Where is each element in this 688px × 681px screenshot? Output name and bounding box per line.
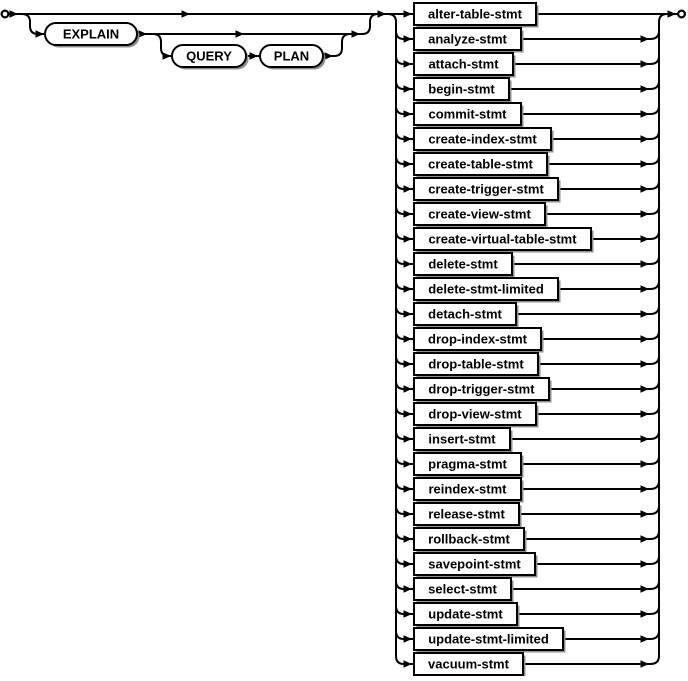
nonterminal-vacuum-stmt[interactable] bbox=[414, 653, 526, 676]
arrow-icon bbox=[641, 460, 650, 468]
nonterminal-insert-stmt[interactable] bbox=[414, 428, 513, 453]
nonterminal-label: vacuum-stmt bbox=[428, 656, 509, 672]
arrow-icon bbox=[404, 185, 413, 193]
arrow-icon bbox=[404, 110, 413, 118]
nonterminal-reindex-stmt[interactable] bbox=[414, 478, 524, 503]
arrow-icon bbox=[641, 585, 650, 593]
arrow-icon bbox=[641, 335, 650, 343]
terminal-explain bbox=[45, 23, 140, 48]
nonterminal-label: begin-stmt bbox=[428, 81, 495, 97]
arrow-icon bbox=[404, 135, 413, 143]
nonterminal-label: release-stmt bbox=[428, 506, 505, 522]
arrow-icon bbox=[641, 635, 650, 643]
nonterminal-rollback-stmt[interactable] bbox=[414, 528, 527, 553]
nonterminal-label: detach-stmt bbox=[428, 306, 502, 322]
arrow-icon bbox=[404, 485, 413, 493]
nonterminal-alter-table-stmt[interactable] bbox=[414, 3, 539, 28]
nonterminal-analyze-stmt[interactable] bbox=[414, 28, 524, 53]
arrow-icon bbox=[404, 610, 413, 618]
arrow-icon bbox=[404, 35, 413, 43]
arrow-icon bbox=[641, 235, 650, 243]
terminal-plan bbox=[260, 45, 326, 70]
arrow-icon bbox=[404, 60, 413, 68]
arrow-icon bbox=[641, 435, 650, 443]
arrow-icon bbox=[250, 52, 259, 60]
terminal-label: QUERY bbox=[186, 48, 232, 64]
arrow-icon bbox=[641, 410, 650, 418]
arrow-icon bbox=[641, 510, 650, 518]
nonterminal-update-stmt-limited[interactable] bbox=[414, 628, 566, 653]
nonterminal-drop-view-stmt[interactable] bbox=[414, 403, 539, 428]
arrow-icon bbox=[404, 585, 413, 593]
terminal-label: PLAN bbox=[273, 48, 310, 64]
arrow-icon bbox=[404, 10, 413, 18]
nonterminal-label: drop-trigger-stmt bbox=[428, 381, 535, 397]
nonterminal-label: savepoint-stmt bbox=[428, 556, 521, 572]
nonterminal-drop-index-stmt[interactable] bbox=[414, 328, 544, 353]
nonterminal-create-table-stmt[interactable] bbox=[414, 153, 550, 178]
arrow-icon bbox=[641, 210, 650, 218]
nonterminal-label: commit-stmt bbox=[428, 106, 507, 122]
arrow-icon bbox=[236, 30, 245, 38]
nonterminal-drop-table-stmt[interactable] bbox=[414, 353, 541, 378]
nonterminal-begin-stmt[interactable] bbox=[414, 78, 512, 103]
nonterminal-label: select-stmt bbox=[428, 581, 497, 597]
nonterminal-delete-stmt-limited[interactable] bbox=[414, 278, 561, 303]
arrow-icon bbox=[641, 285, 650, 293]
nonterminal-label: analyze-stmt bbox=[428, 31, 507, 47]
arrow-icon bbox=[404, 635, 413, 643]
arrow-icon bbox=[641, 35, 650, 43]
arrow-icon bbox=[10, 10, 19, 18]
nonterminal-create-virtual-table-stmt[interactable] bbox=[414, 228, 594, 253]
arrow-icon bbox=[641, 260, 650, 268]
arrow-icon bbox=[163, 52, 172, 60]
arrow-icon bbox=[404, 460, 413, 468]
nonterminal-select-stmt[interactable] bbox=[414, 578, 514, 603]
nonterminal-label: create-table-stmt bbox=[428, 156, 533, 172]
arrow-icon bbox=[641, 110, 650, 118]
nonterminal-label: drop-table-stmt bbox=[428, 356, 524, 372]
nonterminal-label: create-index-stmt bbox=[428, 131, 537, 147]
nonterminal-delete-stmt[interactable] bbox=[414, 253, 515, 278]
arrow-icon bbox=[641, 385, 650, 393]
nonterminal-commit-stmt[interactable] bbox=[414, 103, 524, 128]
arrow-icon bbox=[404, 235, 413, 243]
arrow-icon bbox=[404, 535, 413, 543]
arrow-icon bbox=[404, 310, 413, 318]
nonterminal-label: attach-stmt bbox=[428, 56, 499, 72]
arrow-icon bbox=[404, 85, 413, 93]
terminal-label: EXPLAIN bbox=[62, 26, 120, 42]
arrow-icon bbox=[641, 560, 650, 568]
nonterminal-label: delete-stmt-limited bbox=[428, 281, 544, 297]
arrow-icon bbox=[641, 85, 650, 93]
arrow-icon bbox=[404, 285, 413, 293]
arrow-icon bbox=[36, 30, 45, 38]
arrow-icon bbox=[641, 135, 650, 143]
start-terminal-icon bbox=[2, 11, 9, 18]
nonterminal-label: delete-stmt bbox=[428, 256, 498, 272]
arrow-icon bbox=[641, 660, 650, 668]
nonterminal-pragma-stmt[interactable] bbox=[414, 453, 524, 478]
arrow-icon bbox=[641, 310, 650, 318]
arrow-icon bbox=[641, 485, 650, 493]
nonterminal-drop-trigger-stmt[interactable] bbox=[414, 378, 552, 403]
arrow-icon bbox=[404, 435, 413, 443]
nonterminal-label: update-stmt bbox=[428, 606, 503, 622]
arrow-icon bbox=[404, 385, 413, 393]
nonterminal-attach-stmt[interactable] bbox=[414, 53, 516, 78]
arrow-icon bbox=[641, 610, 650, 618]
connector-lines bbox=[8, 14, 678, 664]
arrow-icon bbox=[378, 10, 387, 18]
arrow-icon bbox=[641, 360, 650, 368]
arrow-icon bbox=[404, 510, 413, 518]
nonterminal-label: insert-stmt bbox=[428, 431, 496, 447]
arrow-icon bbox=[325, 52, 334, 60]
arrow-icon bbox=[182, 10, 191, 18]
arrow-icon bbox=[404, 360, 413, 368]
nonterminal-savepoint-stmt[interactable] bbox=[414, 553, 538, 578]
arrow-icon bbox=[139, 30, 148, 38]
nonterminal-detach-stmt[interactable] bbox=[414, 303, 519, 328]
nonterminal-create-index-stmt[interactable] bbox=[414, 128, 554, 153]
nonterminal-label: reindex-stmt bbox=[428, 481, 507, 497]
nonterminal-label: pragma-stmt bbox=[428, 456, 507, 472]
arrow-icon bbox=[641, 535, 650, 543]
arrow-icon bbox=[641, 60, 650, 68]
nonterminal-update-stmt[interactable] bbox=[414, 603, 520, 628]
nonterminal-create-view-stmt[interactable] bbox=[414, 203, 548, 228]
nonterminal-label: alter-table-stmt bbox=[428, 6, 522, 22]
arrow-icon bbox=[404, 410, 413, 418]
nonterminal-label: drop-view-stmt bbox=[428, 406, 522, 422]
arrow-icon bbox=[404, 210, 413, 218]
arrow-icon bbox=[404, 335, 413, 343]
arrow-icon bbox=[352, 30, 361, 38]
end-terminal-icon bbox=[678, 11, 685, 18]
nonterminal-label: create-virtual-table-stmt bbox=[428, 231, 577, 247]
nonterminal-label: rollback-stmt bbox=[428, 531, 510, 547]
nonterminal-release-stmt[interactable] bbox=[414, 503, 522, 528]
nonterminal-label: create-trigger-stmt bbox=[428, 181, 544, 197]
arrow-icon bbox=[404, 660, 413, 668]
arrow-icon bbox=[668, 10, 677, 18]
arrow-icon bbox=[404, 560, 413, 568]
nonterminal-label: create-view-stmt bbox=[428, 206, 531, 222]
arrow-icon bbox=[404, 260, 413, 268]
terminal-query bbox=[172, 45, 249, 70]
arrow-icon bbox=[641, 160, 650, 168]
nonterminal-create-trigger-stmt[interactable] bbox=[414, 178, 561, 203]
nonterminal-label: drop-index-stmt bbox=[428, 331, 527, 347]
arrow-icon bbox=[404, 160, 413, 168]
arrow-icon bbox=[641, 185, 650, 193]
nonterminal-label: update-stmt-limited bbox=[428, 631, 549, 647]
